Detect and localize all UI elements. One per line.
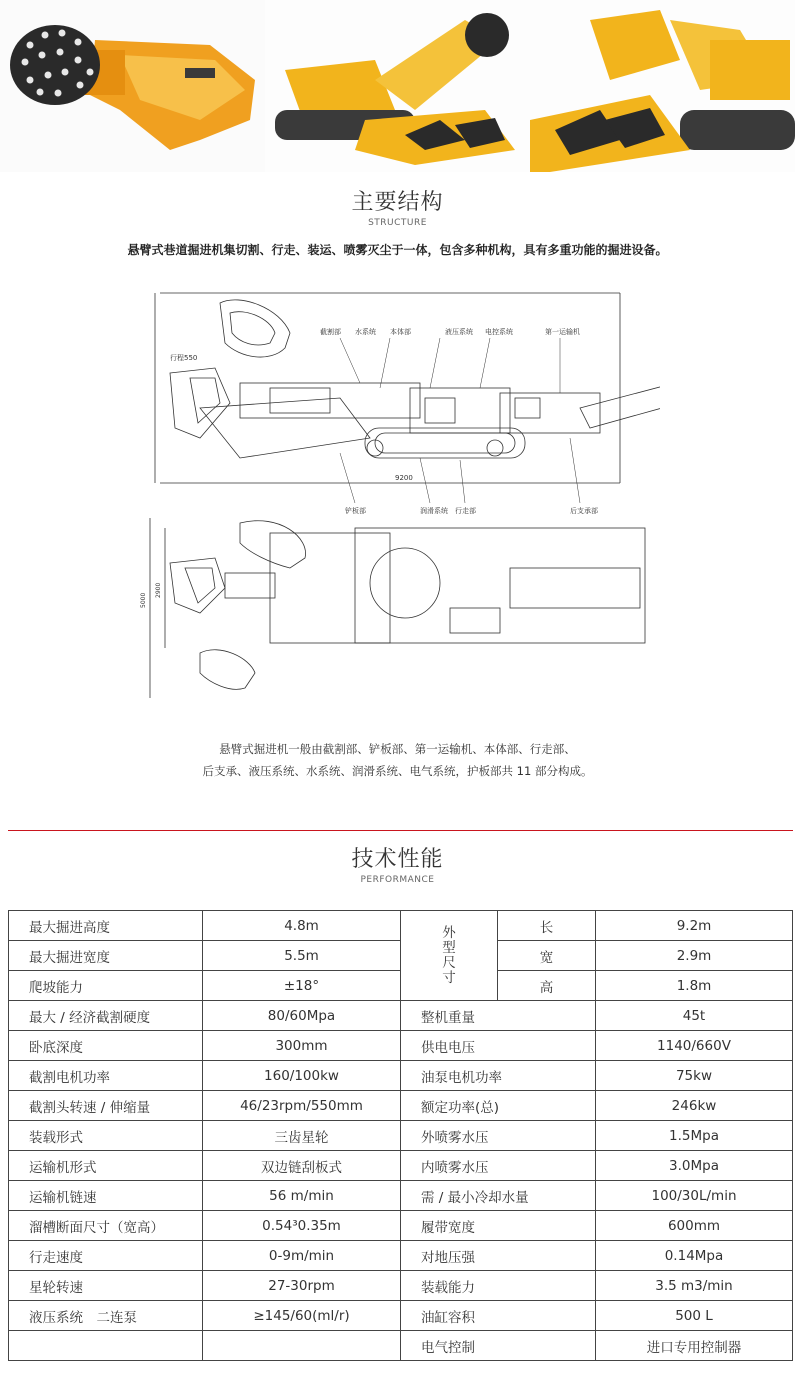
spec-label: 油泵电机功率	[401, 1061, 596, 1091]
photo-cutting-head	[0, 0, 265, 172]
spec-value: 100/30L/min	[596, 1181, 793, 1211]
label-width-body: 2900	[155, 582, 162, 598]
structure-drawing	[140, 288, 660, 708]
table-row	[9, 1001, 793, 1031]
side-view	[155, 293, 660, 503]
spec-label: 外喷雾水压	[401, 1121, 596, 1151]
table-row	[9, 1301, 793, 1331]
spec-value: 80/60Mpa	[203, 1001, 401, 1031]
spec-label: 卧底深度	[9, 1031, 203, 1061]
spec-label: 油缸容积	[401, 1301, 596, 1331]
table-row	[9, 1121, 793, 1151]
spec-label: 行走速度	[9, 1241, 203, 1271]
spec-label: 运输机链速	[9, 1181, 203, 1211]
spec-value: 0.54³0.35m	[203, 1211, 401, 1241]
table-row	[9, 1211, 793, 1241]
structure-title: 主要结构	[351, 190, 444, 215]
table-row	[9, 1091, 793, 1121]
spec-label: 截割头转速 / 伸缩量	[9, 1091, 203, 1121]
spec-value: 160/100kw	[203, 1061, 401, 1091]
spec-label: 星轮转速	[9, 1271, 203, 1301]
spec-label: 爬坡能力	[9, 971, 203, 1001]
performance-table	[8, 910, 793, 1361]
spec-label: 额定功率(总)	[401, 1091, 596, 1121]
structure-caption	[0, 738, 795, 782]
spec-value: 300mm	[203, 1031, 401, 1061]
table-row	[9, 1331, 793, 1361]
spec-value: 56 m/min	[203, 1181, 401, 1211]
spec-label: 供电电压	[401, 1031, 596, 1061]
label-body: 本体部	[390, 328, 411, 336]
spec-label: 装载能力	[401, 1271, 596, 1301]
label-hydraulic: 液压系统	[445, 328, 473, 336]
dim-label: 长	[498, 911, 596, 941]
label-electric: 电控系统	[485, 328, 513, 336]
dim-label: 宽	[498, 941, 596, 971]
spec-label: 液压系统 二连泵	[9, 1301, 203, 1331]
product-photos	[0, 0, 795, 172]
spec-label: 对地压强	[401, 1241, 596, 1271]
spec-value: 0.14Mpa	[596, 1241, 793, 1271]
structure-header	[0, 185, 795, 228]
spec-value: 4.8m	[203, 911, 401, 941]
spec-label: 内喷雾水压	[401, 1151, 596, 1181]
spec-value: 27-30rpm	[203, 1271, 401, 1301]
spec-value: 75kw	[596, 1061, 793, 1091]
spec-value: 46/23rpm/550mm	[203, 1091, 401, 1121]
label-conveyor: 第一运输机	[545, 328, 580, 336]
label-cutting: 截割部	[320, 328, 341, 336]
photo-loading-shovel	[530, 0, 795, 172]
table-row	[9, 1181, 793, 1211]
spec-value: 1.5Mpa	[596, 1121, 793, 1151]
spec-label: 装载形式	[9, 1121, 203, 1151]
top-view	[150, 518, 645, 698]
size-label	[401, 911, 498, 1001]
label-walking: 行走部	[455, 507, 476, 515]
performance-title: 技术性能	[351, 847, 444, 872]
caption-line-1: 悬臂式掘进机一般由截割部、铲板部、第一运输机、本体部、行走部、	[219, 742, 576, 756]
dim-label: 高	[498, 971, 596, 1001]
spec-label: 电气控制	[401, 1331, 596, 1361]
label-rear: 后支承部	[570, 507, 598, 515]
spec-value: 0-9m/min	[203, 1241, 401, 1271]
spec-value	[203, 1331, 401, 1361]
spec-value: 500 L	[596, 1301, 793, 1331]
dim-value: 1.8m	[596, 971, 793, 1001]
spec-label: 需 / 最小冷却水量	[401, 1181, 596, 1211]
photo-roadheader	[265, 0, 530, 172]
spec-value: 1140/660V	[596, 1031, 793, 1061]
label-length: 9200	[395, 474, 413, 482]
spec-value: 双边链刮板式	[203, 1151, 401, 1181]
table-row	[9, 911, 793, 941]
table-row	[9, 1061, 793, 1091]
size-label-text: 外 型 尺 寸	[442, 924, 456, 986]
spec-value: ±18°	[203, 971, 401, 1001]
performance-subtitle: PERFORMANCE	[360, 875, 435, 885]
section-divider	[8, 830, 793, 831]
spec-value: 3.5 m3/min	[596, 1271, 793, 1301]
performance-header	[0, 842, 795, 885]
table-row	[9, 1031, 793, 1061]
label-water: 水系统	[355, 328, 376, 336]
dim-value: 2.9m	[596, 941, 793, 971]
spec-value: 三齿星轮	[203, 1121, 401, 1151]
spec-label: 整机重量	[401, 1001, 596, 1031]
label-lube: 润滑系统	[420, 507, 448, 515]
table-row	[9, 1271, 793, 1301]
spec-label: 履带宽度	[401, 1211, 596, 1241]
dim-value: 9.2m	[596, 911, 793, 941]
label-width-total: 5000	[140, 592, 147, 608]
spec-label: 最大 / 经济截割硬度	[9, 1001, 203, 1031]
structure-subtitle: STRUCTURE	[368, 218, 427, 228]
spec-value: 45t	[596, 1001, 793, 1031]
spec-value: 进口专用控制器	[596, 1331, 793, 1361]
spec-value: ≥145/60(ml/r)	[203, 1301, 401, 1331]
spec-label: 最大掘进宽度	[9, 941, 203, 971]
spec-label: 截割电机功率	[9, 1061, 203, 1091]
label-shovel: 铲板部	[345, 507, 366, 515]
label-travel: 行程550	[170, 354, 198, 362]
spec-value: 3.0Mpa	[596, 1151, 793, 1181]
table-row	[9, 1241, 793, 1271]
spec-value: 5.5m	[203, 941, 401, 971]
spec-value: 600mm	[596, 1211, 793, 1241]
structure-intro: 悬臂式巷道掘进机集切割、行走、装运、喷雾灭尘于一体，包含多种机构，具有多重功能的掘进设备。	[127, 243, 668, 257]
spec-label	[9, 1331, 203, 1361]
caption-line-2: 后支承、液压系统、水系统、润滑系统、电气系统，护板部共 11 部分构成。	[202, 764, 593, 778]
spec-value: 246kw	[596, 1091, 793, 1121]
spec-label: 运输机形式	[9, 1151, 203, 1181]
spec-label: 溜槽断面尺寸（宽高）	[9, 1211, 203, 1241]
spec-label: 最大掘进高度	[9, 911, 203, 941]
table-row	[9, 1151, 793, 1181]
